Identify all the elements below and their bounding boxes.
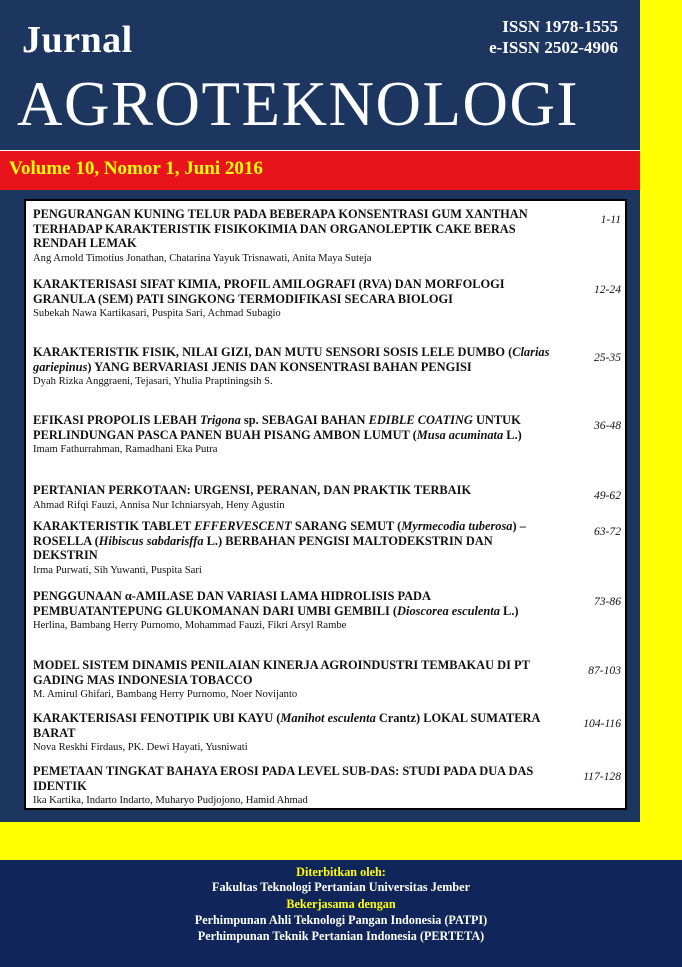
article-pages: 1-11 bbox=[600, 213, 621, 226]
toc-article bbox=[33, 764, 621, 807]
partner-patpi: Perhimpunan Ahli Teknologi Pangan Indonesia (PATPI) bbox=[194, 913, 488, 927]
publisher-panel bbox=[0, 860, 682, 967]
article-title: PEMETAAN TINGKAT BAHAYA EROSI PADA LEVEL SUB-DAS: STUDI PADA DUA DAS IDENTIK bbox=[33, 764, 534, 793]
toc-article bbox=[33, 519, 621, 577]
issn-print: ISSN 1978-1555 bbox=[502, 17, 618, 36]
article-authors: M. Amirul Ghifari, Bambang Herry Purnomo, Noer Novijanto bbox=[33, 689, 298, 700]
journal-name: AGROTEKNOLOGI bbox=[17, 69, 579, 139]
article-authors: Ahmad Rifqi Fauzi, Annisa Nur Ichniarsyah, Heny Agustin bbox=[33, 499, 285, 511]
journal-word: Jurnal bbox=[22, 19, 133, 61]
article-authors: Ang Arnold Timotius Jonathan, Chatarina Yayuk Trisnawati, Anita Maya Suteja bbox=[33, 252, 372, 264]
toc-article bbox=[33, 277, 621, 320]
toc-article bbox=[33, 207, 621, 265]
toc-article bbox=[33, 483, 621, 512]
article-authors: Dyah Rizka Anggraeni, Tejasari, Yhulia Praptiningsih S. bbox=[33, 376, 273, 387]
article-authors: Imam Fathurrahman, Ramadhani Eka Putra bbox=[33, 444, 218, 455]
volume-band bbox=[0, 150, 640, 190]
article-title: PERTANIAN PERKOTAAN: URGENSI, PERANAN, DAN PRAKTIK TERBAIK bbox=[33, 483, 472, 497]
article-authors: Nova Reskhi Firdaus, PK. Dewi Hayati, Yusniwati bbox=[33, 742, 248, 753]
article-pages: 73-86 bbox=[593, 595, 621, 608]
article-authors: Ika Kartika, Indarto Indarto, Muharyo Pudjojono, Hamid Ahmad bbox=[33, 795, 308, 806]
article-pages: 87-103 bbox=[588, 664, 621, 677]
toc-article bbox=[33, 658, 621, 701]
partner-perteta: Perhimpunan Teknik Pertanian Indonesia (PERTETA) bbox=[197, 929, 485, 943]
article-pages: 117-128 bbox=[583, 770, 621, 783]
article-title: KARAKTERISASI FENOTIPIK UBI KAYU (Manihot esculenta Crantz) LOKAL SUMATERA BARAT bbox=[33, 711, 540, 740]
article-authors: Herlina, Bambang Herry Purnomo, Mohammad Fauzi, Fikri Arsyl Rambe bbox=[33, 620, 347, 631]
article-title: KARAKTERISTIK FISIK, NILAI GIZI, DAN MUTU SENSORI SOSIS LELE DUMBO (Clarias gariepinus) YANG BERVARIASI JENIS DAN KONSENTRASI BAHAN PENGISI bbox=[33, 345, 550, 374]
article-authors: Irma Purwati, Sih Yuwanti, Puspita Sari bbox=[33, 564, 202, 576]
issn-block bbox=[489, 16, 618, 58]
toc-article bbox=[33, 589, 621, 632]
article-title: KARAKTERISTIK TABLET EFFERVESCENT SARANG SEMUT (Myrmecodia tuberosa) – ROSELLA (Hibiscus sabdarisffa L.) BERBAHAN PENGISI MALTODEKSTRIN DAN DEKSTRIN bbox=[33, 519, 526, 562]
article-title: KARAKTERISASI SIFAT KIMIA, PROFIL AMILOGRAFI (RVA) DAN MORFOLOGI GRANULA (SEM) PATI SINGKONG TERMODIFIKASI SECARA BIOLOGI bbox=[33, 277, 505, 306]
article-pages: 63-72 bbox=[593, 525, 621, 538]
table-of-contents bbox=[24, 199, 627, 810]
article-authors: Subekah Nawa Kartikasari, Puspita Sari, Achmad Subagio bbox=[33, 308, 281, 319]
article-title: EFIKASI PROPOLIS LEBAH Trigona sp. SEBAGAI BAHAN EDIBLE COATING UNTUK PERLINDUNGAN PASCA PANEN BUAH PISANG AMBON LUMUT (Musa acuminata L.) bbox=[33, 413, 522, 442]
article-title: PENGGUNAAN α-AMILASE DAN VARIASI LAMA HIDROLISIS PADA PEMBUATANTEPUNG GLUKOMANAN DARI UMBI GEMBILI (Dioscorea esculenta L.) bbox=[33, 589, 519, 618]
article-title: MODEL SISTEM DINAMIS PENILAIAN KINERJA AGROINDUSTRI TEMBAKAU DI PT GADING MAS INDONESIA TOBACCO bbox=[33, 658, 530, 687]
partner-label: Bekerjasama dengan bbox=[286, 897, 396, 911]
article-pages: 104-116 bbox=[583, 717, 621, 730]
toc-article bbox=[33, 711, 621, 754]
toc-article bbox=[33, 345, 621, 388]
article-pages: 49-62 bbox=[593, 489, 621, 502]
article-pages: 36-48 bbox=[593, 419, 621, 432]
article-pages: 12-24 bbox=[593, 283, 621, 296]
issn-electronic: e-ISSN 2502-4906 bbox=[489, 38, 618, 57]
publisher-label: Diterbitkan oleh: bbox=[296, 865, 386, 879]
article-title: PENGURANGAN KUNING TELUR PADA BEBERAPA KONSENTRASI GUM XANTHAN TERHADAP KARAKTERISTIK FISIKOKIMIA DAN ORGANOLEPTIK CAKE BERAS RENDAH LEMAK bbox=[33, 207, 528, 250]
volume-label: Volume 10, Nomor 1, Juni 2016 bbox=[9, 158, 263, 179]
publisher-name: Fakultas Teknologi Pertanian Universitas Jember bbox=[212, 880, 470, 894]
toc-article bbox=[33, 413, 621, 456]
article-pages: 25-35 bbox=[593, 351, 621, 364]
